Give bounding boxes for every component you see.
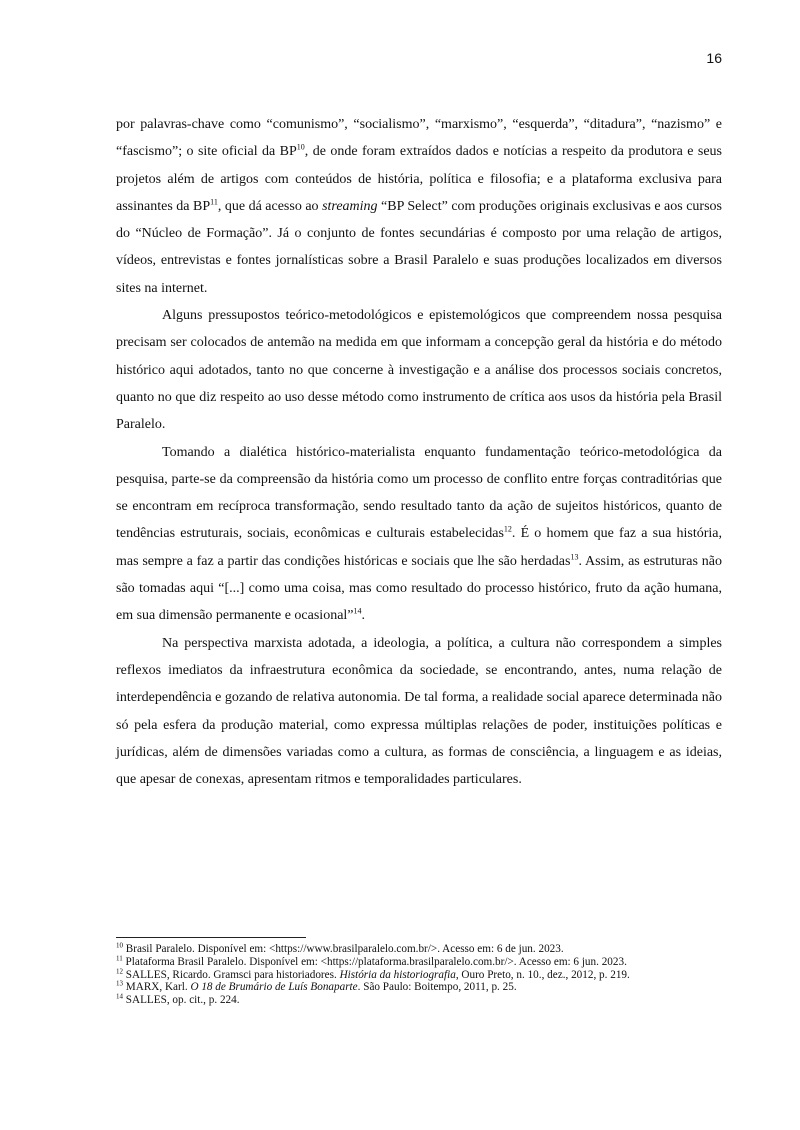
footnote-number: 12 [116,966,123,975]
footnote-number: 14 [116,992,123,1001]
paragraph-2: Alguns pressupostos teórico-metodológicos e epistemológicos que compreendem nossa pesquisa precisam ser colocados de antemão na medida em que informam a concepção geral da história e do método histórico aqui adotados, tanto no que concerne à investigação e a análise dos processos sociais concretos, quanto no que diz respeito ao uso desse método como instrumento de crítica aos usos da história pela Brasil Paralelo. [116,308,722,433]
footnote-text-b: , Ouro Preto, n. 10., dez., 2012, p. 219. [455,968,630,981]
footnote-ref-13: 13 [570,552,579,562]
footnote-separator [116,937,306,938]
body-text [116,111,722,793]
footnote-number: 11 [116,954,123,963]
page-number: 16 [706,50,722,66]
footnote-title: História da historiografia [339,968,456,981]
footnote-12 [116,966,722,982]
paragraph-4: Na perspectiva marxista adotada, a ideologia, a política, a cultura não correspondem a simples reflexos imediatos da infraestrutura econômica da sociedade, se encontrando, antes, numa relação de interdependência e gozando de relativa autonomia. De tal forma, a realidade social aparece determinada não só pela esfera da produção material, como expressa múltiplas relações de poder, instituições políticas e jurídicas, além de dimensões variadas como a cultura, as formas de consciência, a linguagem e as ideias, que apesar de conexas, apresentam ritmos e temporalidades particulares. [116,635,722,788]
paragraph-1-emphasis: streaming [322,198,378,214]
paragraph-1-text-a: por palavras-chave como “comunismo”, “socialismo”, “marxismo”, “esquerda”, “ditadura”, “nazismo” e “fascismo”; o site oficial da BP [116,117,722,160]
paragraph-1 [116,111,722,302]
paragraph-3-text-b: . É o homem que faz a sua história, mas sempre a faz a partir das condições históricas e sociais que lhe são herdadas [116,526,723,569]
paragraph-1-text-d: “BP Select” com produções originais exclusivas e aos cursos do “Núcleo de Formação”. Já o conjunto de fontes secundárias é composto por uma relação de artigos, vídeos, entrevistas e fontes jornalísticas sobre a Brasil Paralelo e suas produções localizados em diversos sites na internet. [116,198,722,296]
footnote-13 [116,981,722,994]
footnote-10 [116,943,722,956]
footnote-text: Plataforma Brasil Paralelo. Disponível em: <https://plataforma.brasilparalelo.com.br/>. Acesso em: 6 jun. 2023. [122,955,627,968]
footnote-text-a: SALLES, Ricardo. Gramsci para historiadores. [123,968,340,981]
footnote-ref-10: 10 [296,142,305,152]
footnote-11 [116,956,722,969]
footnote-ref-12: 12 [503,524,512,534]
paragraph-3-text-a: Tomando a dialética histórico-materialista enquanto fundamentação teórico-metodológica da pesquisa, parte-se da compreensão da história como um processo de conflito entre forças contraditórias que se encontram em recíproca transformação, sendo resultado tanto da ação de sujeitos históricos, quanto de tendências estruturais, sociais, econômicas e culturais estabelecidas [116,444,722,542]
footnote-number: 13 [116,979,123,988]
paragraph-1-text-b: , de onde foram extraídos dados e notícias a respeito da produtora e seus projetos além de artigos com conteúdos de história, política e filosofia; e a plataforma exclusiva para assinantes da BP [116,144,723,214]
paragraph-3 [116,439,722,630]
footnote-14 [116,994,722,1007]
footnote-title: O 18 de Brumário de Luís Bonaparte [190,981,358,994]
paragraph-3-text-d: . [361,608,366,624]
footnote-text: SALLES, op. cit., p. 224. [123,994,240,1007]
footnote-text: Brasil Paralelo. Disponível em: <https://www.brasilparalelo.com.br/>. Acesso em: 6 de jun. 2023. [123,943,564,955]
footnote-text-b: . São Paulo: Boitempo, 2011, p. 25. [357,981,517,994]
footnote-ref-11: 11 [210,197,218,207]
footnote-ref-14: 14 [353,606,362,616]
footnote-number: 10 [116,941,123,950]
footnotes [116,943,722,1007]
paragraph-3-text-c: . Assim, as estruturas não são tomadas aqui “[...] como uma coisa, mas como resultado do processo histórico, fruto da ação humana, em sua dimensão permanente e ocasional” [116,553,722,624]
footnote-text-a: MARX, Karl. [123,981,191,994]
paragraph-1-text-c: , que dá acesso ao [217,198,323,214]
